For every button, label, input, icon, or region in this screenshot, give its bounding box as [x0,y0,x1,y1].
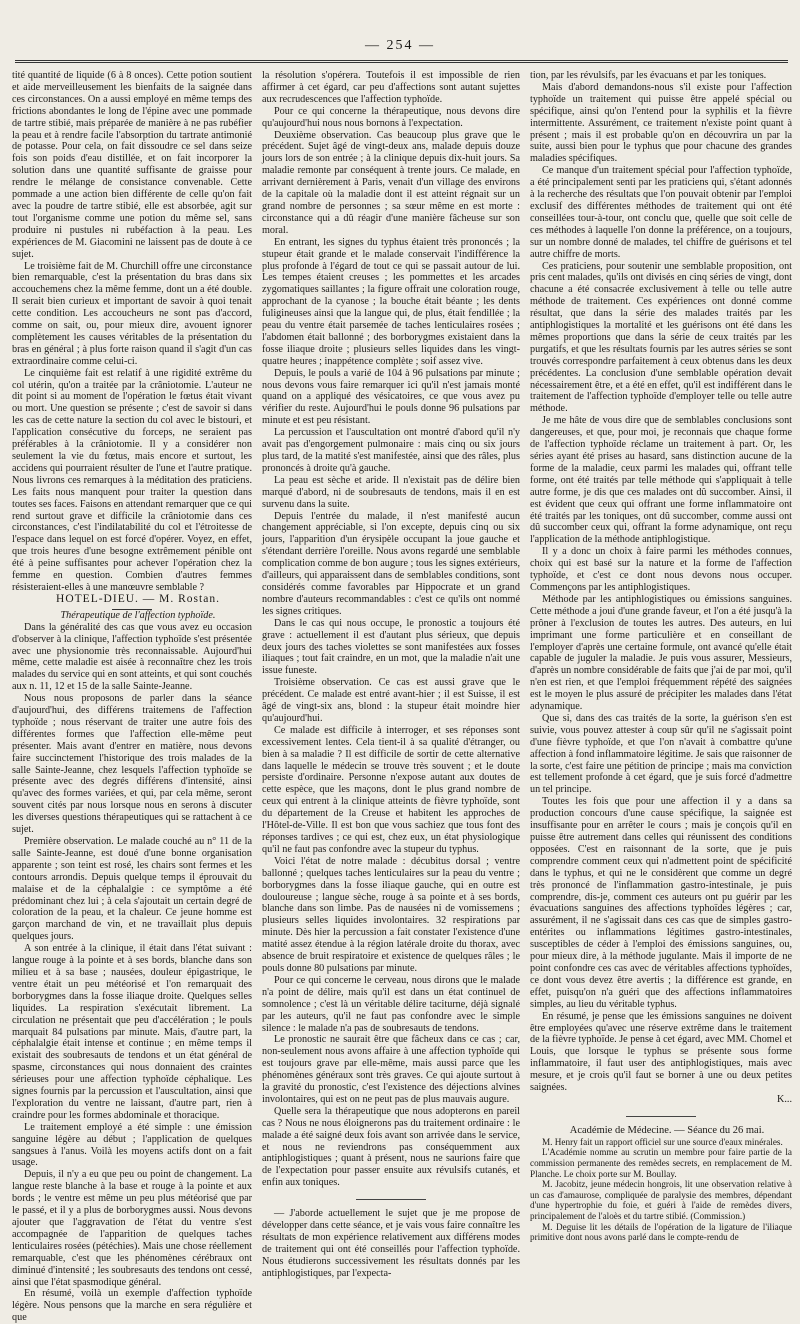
paragraph: tion, par les révulsifs, par les évacuans et par les toniques. [530,70,767,81]
column-2 [262,70,521,1279]
paragraph: Depuis l'entrée du malade, il n'est manifesté aucun changement appréciable, si l'on excepte, depuis cinq ou six jours, l'apparition d'un érysipèle occupant la joue gauche et s'étendant derrière l'oreille. Nous avons regardé une semblable complication comme de bon augure ; tous les signes extérieurs, d'ailleurs, qui apparaissent dans de semblables conditions, sont considérés comme favorables par Hippocrate et un grand nombre d'auteurs recommandables : c'est ce qu'ils ont nommé les signes critiques. [262,510,521,617]
paragraph: En entrant, les signes du typhus étaient très prononcés ; la stupeur était grande et le malade conservait l'indifférence la plus profonde à l'égard de tout ce qui se passait autour de lui. Les tempes étaient creuses ; les pommettes et les arcades zygomatiques saillantes ; la figure offrait une coloration rouge, approchant de la cyanose ; la bouche était béante ; les dents fuligineuses ainsi que la langue qui, de plus, était fendillée ; la peau du ventre était parsemée de taches lenticulaires rosées ; l'abdomen était ballonné ; des borborygmes existaient dans la fosse iliaque droite ; plusieurs selles liquides dans les vingt-quatre heures ; inappétence complète ; soif assez vive. [262,236,520,367]
paragraph: Le traitement employé a été simple : une émission sanguine légère au début ; l'application de quelques sangsues à l'anus. Voilà les moyens actifs dont on a fait usage. [12,1121,252,1169]
paragraph: Quelle sera la thérapeutique que nous adopterons en pareil cas ? Nous ne nous éloignerons pas du traitement ordinaire : le malade a été saigné deux fois avant son arrivée dans le service, et nous ne reviendrons pas conséquemment aux antiphlogistiques ; quant à présent, nous ne saurions faire que de l'expectation pour passer ensuite aux révulsifs cutanés, et enfin aux toniques. [262,1105,520,1189]
section-title: Académie de Médecine. — Séance du 26 mai. [569,1124,765,1136]
paragraph: Le troisième fait de M. Churchill offre une circonstance bien remarquable, c'est la présentation du bras dans six accouchemens chez la même femme, dont un a été double. Il serait bien curieux et important de savoir à quoi tenait cette condition. Les accoucheurs ne sont pas d'accord, comme on sait, ou, pour mieux dire, avouent ignorer complètement les causes véritables de la présentation du bras en général ; à plus forte raison quand il s'agit d'un cas extraordinaire comme celui-ci. [12,260,252,367]
paragraph: Nous nous proposons de parler dans la séance d'aujourd'hui, des différens traitemens de l'affection typhoïde ; nous réservant de traiter une autre fois des différentes formes que l'affection elle-même peut présenter. Mais avant d'entrer en matière, nous devons faire succinctement l'historique des trois malades de la salle Sainte-Jeanne, chez lesquels l'affection typhoïde se présente avec des degrés différens d'intensité, ainsi qu'avec des formes variées, et qui, par cela même, seront souvent cités par nous lorsque nous en serons à discuter les diverses questions thérapeutiques qui se rattachent à ce sujet. [12,693,252,836]
paragraph: En résumé, voilà un exemple d'affection typhoïde légère. Nous pensons que la marche en sera régulière et que [12,1288,252,1324]
paragraph: Le cinquième fait est relatif à une rigidité extrême du col utérin, qu'on a traitée par la crâniotomie. L'auteur ne dit point si au moment de l'opération le fœtus était vivant ou mort. Une question se présente ; c'est de savoir si dans les cas de cette nature la section du col avec le bistouri, et l'application consécutive du forceps, ne seraient pas préférables à la crâniotomie. Il y a considérer non seulement la vie du fœtus, mais encore et surtout, les accidens qui pourraient résulter de l'une et l'autre pratique. Nous livrons ces remarques à la méditation des praticiens. Les faits nous manquent pour traiter la question dans toutes ses faces. Faisons en attendant remarquer que ce qui rend surtout grave et difficile la crâniotomie dans ces circonstances, c'est l'indilatabilité du col et l'étroitesse de l'espace dans lequel on est forcé d'opérer. Voyez, en effet, que trois heures d'une besogne extrêmement pénible ont été à peine suffisantes pour achever l'opération chez la femme en question. Combien d'autres femmes résisteraient-elles à une manœuvre semblable ? [12,367,252,593]
paragraph: L'Académie nomme au scrutin un membre pour faire partie de la commission permanente des remèdes secrets, en remplacement de M. Planche. Le choix porte sur M. Boullay. [530,1147,792,1179]
paragraph: Que si, dans des cas traités de la sorte, la guérison s'en est suivie, vous pouvez attester à coup sûr qu'il ne s'agissait point d'une fièvre typhoïde, et que l'on n'avait à combattre qu'une affection à fond inflammatoire légitime. Je sais que raisonner de la sorte, c'est faire une pétition de principe ; mais ma conviction est tellement profonde à cet égard, que je suis forcé d'admettre un tel principe. [530,712,792,796]
column-3 [530,70,792,1243]
paragraph: Ces praticiens, pour soutenir une semblable proposition, ont pris cent malades, qu'ils ont divisés en cinq séries de vingt, dont chacune a été consacrée exclusivement à telle ou telle autre méthode de traitement. Ces expériences ont donné comme résultat, que dans la série des malades traités par les antiphlogistiques la mortalité et les guérisons ont été dans les mêmes proportions que dans la série de ceux traités par les purgatifs, et que les résultats fournis par les autres séries se sont trouvés correspondre parfaitement à ceux obtenus dans les deux précédentes. La conclusion d'une semblable opération devait nécessairement être, et a été en effet, qu'il est indifférent dans le traitement de l'affection typhoïde d'employer telle ou telle autre méthode. [530,260,792,415]
paragraph: La peau est sèche et aride. Il n'existait pas de délire bien marqué d'abord, ni de soubresauts de tendons, mais il en est survenu dans la suite. [262,474,520,510]
page-number: — 254 — [365,38,435,53]
separator [356,1199,426,1200]
paragraph: A son entrée à la clinique, il était dans l'état suivant : langue rouge à la pointe et à ses bords, blanche dans son milieu et à sa base ; nausées, douleur épigastrique, le ventre était un peu météorisé et l'on remarquait des borborygmes dans la fosse iliaque droite. Quelques selles liquides. La respiration s'exécutait librement. La circulation ne présentait que peu d'accélération ; le pouls marquait 84 pulsations par minute. Mais, d'autre part, la céphalalgie était intense et continue ; en même temps il existait des soubresauts de tendons et un état général de spasme, circonstances qui nous donnaient des craintes sérieuses pour une affection typhoïde céphalique. Les signes fournis par la percussion et l'auscultation, ainsi que l'exploration du ventre ne laissant, d'autre part, rien à craindre pour les formes abdominale et thoracique. [12,943,252,1121]
paragraph: Ce manque d'un traitement spécial pour l'affection typhoïde, a été principalement senti par les praticiens qui, s'étant adonnés à la recherche des résultats que l'on pouvait obtenir par l'emploi exclusif des différentes méthodes de traitement qui ont été conseillées tour-à-tour, ont conclu que, quelle que soit celle de ces méthodes à laquelle l'on donne la préférence, on a toujours, sur un nombre donné de malades, tel chiffre de guérisons et tel autre chiffre de morts. [530,165,792,260]
header-rule [15,60,788,63]
section-title-text: HOTEL-DIEU. — M. Rostan. [56,592,220,605]
paragraph: Toutes les fois que pour une affection il y a dans sa production concours d'une cause spécifique, la saignée est insuffisante pour en arrêter le cours ; mais je conçois qu'il en puisse être autrement dans celles qui réunissent des conditions opposées. C'est en raisonnant de la sorte, que je puis comprendre comment ceux qui n'admettent point de spécificité dans le typhus, et qui ne le considèrent que comme un degré très prononcé de l'inflammation gastro-intestinale, je puis comprendre, dis-je, comment ces auteurs ont pu guérir par les évacuations sanguines des affections typhoïdes légères ; car, assurément, il ne s'agissait dans ces cas que de simples gastro-entérites ou inflammations légitimes gastro-intestinales, susceptibles de céder à l'emploi des émissions sanguines, ou, pour mieux dire, à la méthode jugulante. Mais il importe de ne point confondre ces cas avec de véritables affections typhoïdes, ce dont vous devez être avertis ; la différence est grande, en effet, puisqu'on n'a guéri que des affections inflammatoires simples, au lieu du véritable typhus. [530,796,792,1010]
paragraph: Méthode par les antiphlogistiques ou émissions sanguines. Cette méthode a joui d'une grande faveur, et l'on a été jusqu'à la prôner à l'exclusion de toutes les autres. Des auteurs, en lui imprimant une forme particulière et en conseillant de l'employer d'après une certaine formule, ont avancé qu'elle était capable de juguler la maladie. Je puis vous assurer, Messieurs, d'après un nombre considérable de faits que j'ai de par moi, qu'il n'en est rien, et que l'emploi fréquemment répété des saignées est le moyen le plus assuré de précipiter les malades dans l'état adynamique. [530,593,792,713]
paragraph: Troisième observation. Ce cas est aussi grave que le précédent. Ce malade est entré avant-hier ; il est Suisse, il est âgé de vingt-six ans, blond : la stupeur était moindre hier qu'aujourd'hui. [262,677,520,724]
paragraph: Première observation. Le malade couché au n° 11 de la salle Sainte-Jeanne, est doué d'une bonne organisation apparente ; son teint est rosé, les chairs sont fermes et les contours arrondis. Depuis quelque temps il éprouvait du malaise et de la céphalalgie : ce symptôme a été prédominant chez lui ; à cela s'ajoutait un certain degré de coloration de la peau, et la chaleur. Ce jeune homme est garçon marchand de vin, et ne travaillait plus depuis quelques jours. [12,836,252,943]
paragraph: la résolution s'opérera. Toutefois il est impossible de rien affirmer à cet égard, car peu d'affections sont autant sujettes aux recrudescences que l'affection typhoïde. [262,70,520,105]
paragraph: Dans la généralité des cas que vous avez eu occasion d'observer à la clinique, l'affection typhoïde s'est présentée avec une physionomie très reconnaissable. Aujourd'hui même, cette maladie est aisée à reconnaître chez les trois malades du service qui en sont atteints, et qui sont couchés aux n. 11, 12 et 15 de la salle Sainte-Jeanne. [12,621,252,693]
paragraph: Il y a donc un choix à faire parmi les méthodes connues, choix qui est basé sur la nature et la forme de l'affection typhoïde, et c'est ce dont nous devons nous occuper. Commençons par les antiphlogistiques. [530,546,792,593]
paragraph: La percussion et l'auscultation ont montré d'abord qu'il n'y avait pas d'engorgement pulmonaire : mais cinq ou six jours plus tard, de la matité s'est manifestée, ainsi que des râles, plus prononcés à droite qu'à gauche. [262,427,520,474]
paragraph: En résumé, je pense que les émissions sanguines ne doivent être employées qu'avec une réserve extrême dans le traitement de la fièvre typhoïde. Je pense à cet égard, avec MM. Chomel et Louis, que lorsque le typhus se présente sous forme inflammatoire, il faut user des antiphlogistiques, mais avec mesure, et je crois qu'il faut se borner à une ou deux petites saignées. [530,1010,792,1094]
paragraph: Voici l'état de notre malade : décubitus dorsal ; ventre ballonné ; quelques taches lenticulaires sur la peau du ventre ; borborygmes dans la fosse iliaque gauche, qui en outre est douloureuse ; langue sèche, rouge à sa pointe et à ses bords, blanche dans son limbe. Pas de nausées ni de vomissemens ; plusieurs selles liquides involontaires. 32 respirations par minute. Dès hier la percussion a fait constater l'existence d'une matité assez étendue à la région latérale droite du thorax, avec absence de bruit respiratoire et existence de quelques râles ; le pouls donne 80 pulsations par minute. [262,855,520,974]
paragraph: Deuxième observation. Cas beaucoup plus grave que le précédent. Sujet âgé de vingt-deux ans, malade depuis douze jours lors de son entrée ; à la clinique depuis dix-huit jours. Sa maladie remonte par conséquent à trente jours. Ce malade, en arrivant dernièrement à Paris, venait d'un village des environs de la capitale où la maladie dont il est atteint régnait sur un grand nombre de personnes ; sa sœur même en est morte : circonstance qui a dû réagir d'une manière fâcheuse sur son moral. [262,129,520,236]
paragraph: Je me hâte de vous dire que de semblables conclusions sont dangereuses, et que, pour moi, je reconnais que chaque forme de l'affection typhoïde réclame un traitement à part. Or, les séries ayant été prises au hasard, sans distinction aucune de la forme de la maladie, ceux parmi les malades qui, offrant telle forme, ont été traités par telle méthode qui s'appliquait à telle autre forme, je dis que ces malades ont dû succomber. Ainsi, il est évident que ceux qui offrant une forme inflammatoire ont été traités par les toniques, ont dû succomber, comme aussi ont dû succomber ceux qui, offrant la forme adynamique, ont reçu l'application de la méthode antiphlogistique. [530,415,792,546]
paragraph: Depuis, il n'y a eu que peu ou point de changement. La langue reste blanche à la base et rouge à la pointe et aux bords ; le ventre est même un peu plus météorisé que par le passé, et il y a plus de borborygmes aussi. Nous devons ajouter que l'aggravation de l'état du ventre s'est accompagnée de l'apparition de quelques taches lenticulaires rosées (pétéchies). Mais une chose réellement remarquable, c'est que les phénomènes cérébraux ont diminué d'intensité ; les soubresauts des tendons ont cessé, ainsi que l'état spasmodique général. [12,1169,252,1288]
paragraph: Dans le cas qui nous occupe, le pronostic a toujours été grave : actuellement il est d'autant plus sérieux, que depuis deux jours des taches violettes se sont manifestées aux fosses iliaques ; tout fait craindre, en un mot, que la maladie n'ait une issue funeste. [262,617,520,677]
paragraph: Ce malade est difficile à interroger, et ses réponses sont excessivement lentes. Cela tient-il à sa qualité d'étranger, ou bien à sa maladie ? Il est difficile de sortir de cette alternative dans laquelle le médecin se trouve très souvent ; et le doute persiste d'ordinaire. Personne n'expose autant aux doutes de cette espèce, que les maçons, dont le plus grand nombre de ceux qui entrent à la clinique atteints de fièvre typhoïde, sont du département de la Creuse et habitent les approches de l'Hôtel-de-Ville. Il est bon que vous sachiez que tous font des réponses tardives ; ce qui est, chez eux, un état physiologique qu'il ne faut pas confondre avec la stupeur du typhus. [262,724,520,855]
signature: K... [777,1093,792,1105]
paragraph: M. Henry fait un rapport officiel sur une source d'eaux minérales. [542,1136,783,1147]
paragraph: Depuis, le pouls a varié de 104 à 96 pulsations par minute ; nous devons vous faire remarquer ici qu'il n'est jamais monté quand on a appliqué des vésicatoires, ce que vous avez pu vérifier du reste. Aujourd'hui le pouls donne 96 pulsations par minute et est peu résistant. [262,367,520,427]
column-1 [12,70,252,1324]
paragraph: Le pronostic ne saurait être que fâcheux dans ce cas ; car, non-seulement nous avons affaire à une affection typhoïde qui est toujours grave par elle-même, mais aussi parce que les phénomènes généraux sont très graves. Ce qui ajoute surtout à la gravité du pronostic, c'est l'existence des déjections alvines involontaires, qui est on ne peut pas de plus mauvais augure. [262,1034,520,1105]
section-title [12,594,252,610]
paragraph: Pour ce qui concerne la thérapeutique, nous devons dire qu'aujourd'hui nous nous bornons à l'expectation. [262,105,520,129]
section-subtitle: Thérapeutique de l'affection typhoïde. [60,609,216,621]
paragraph: — J'aborde actuellement le sujet que je me propose de développer dans cette séance, et je vais vous faire connaître les résultats de mon expérience relativement aux différens modes de traitement qui ont été conseillés pour l'affection typhoïde. Nous étudierons successivement les résultats donnés par les antiphlogistiques, par l'expecta- [262,1208,520,1279]
separator [626,1116,696,1117]
paragraph: tité quantité de liquide (6 à 8 onces). Cette potion soutient et aide merveilleusement les bienfaits de la saignée dans ces circonstances. On a aussi employé en même temps des frictions abondantes le long de l'épine avec une pommade de tartre stibié, mais préparée de manière à ne pas rubéfier la peau et à rendre facile l'absorption du tartrate antimonié de potasse. Pour cela, on fait dissoudre ce sel dans seize fois son poids d'eau distillée, et on fait incorporer la solution dans une quantité suffisante de graisse pour rendre le mélange de consistance convenable. Cette pommade a une action bien différente de celle qu'on fait avec la poudre de tartre stibié, elle est absorbée, agit sur tout l'organisme comme une potion du même sel, sans produire ni pustules ni rubéfaction à la peau. Les expériences de M. Giacomini ne laissent pas de doute à ce sujet. [12,70,252,260]
paragraph: Mais d'abord demandons-nous s'il existe pour l'affection typhoïde un traitement qui puisse être appelé spécial ou spécifique, ainsi qu'on l'entend pour la syphilis et la fièvre intermittente. Assurément, ce traitement n'existe point quant à présent ; mais il est probable qu'on en découvrira un par la suite, aussi bien pour le typhus que pour chacune des grandes maladies spécifiques. [530,81,792,165]
paragraph: Pour ce qui concerne le cerveau, nous dirons que le malade n'a point de délire, mais qu'il est dans un état continuel de somnolence ; c'est là un véritable délire taciturne, déjà signalé par les auteurs, qu'il ne faut pas confondre avec le simple silence : le malade n'a pas de soubresauts de tendons. [262,974,520,1034]
paragraph: M. Deguise lit les détails de l'opération de la ligature de l'iliaque primitive dont nous avons parlé dans le compte-rendu de [530,1221,792,1243]
paragraph: M. Jacobitz, jeune médecin hongrois, lit une observation relative à un cas d'amaurose, compliquée de paralysie des membres, dépendant d'une hypertrophie du foie, et guéri à l'aide de remèdes divers, principalement de l'aloès et du tartre stibié. (Commission.) [530,1179,792,1221]
